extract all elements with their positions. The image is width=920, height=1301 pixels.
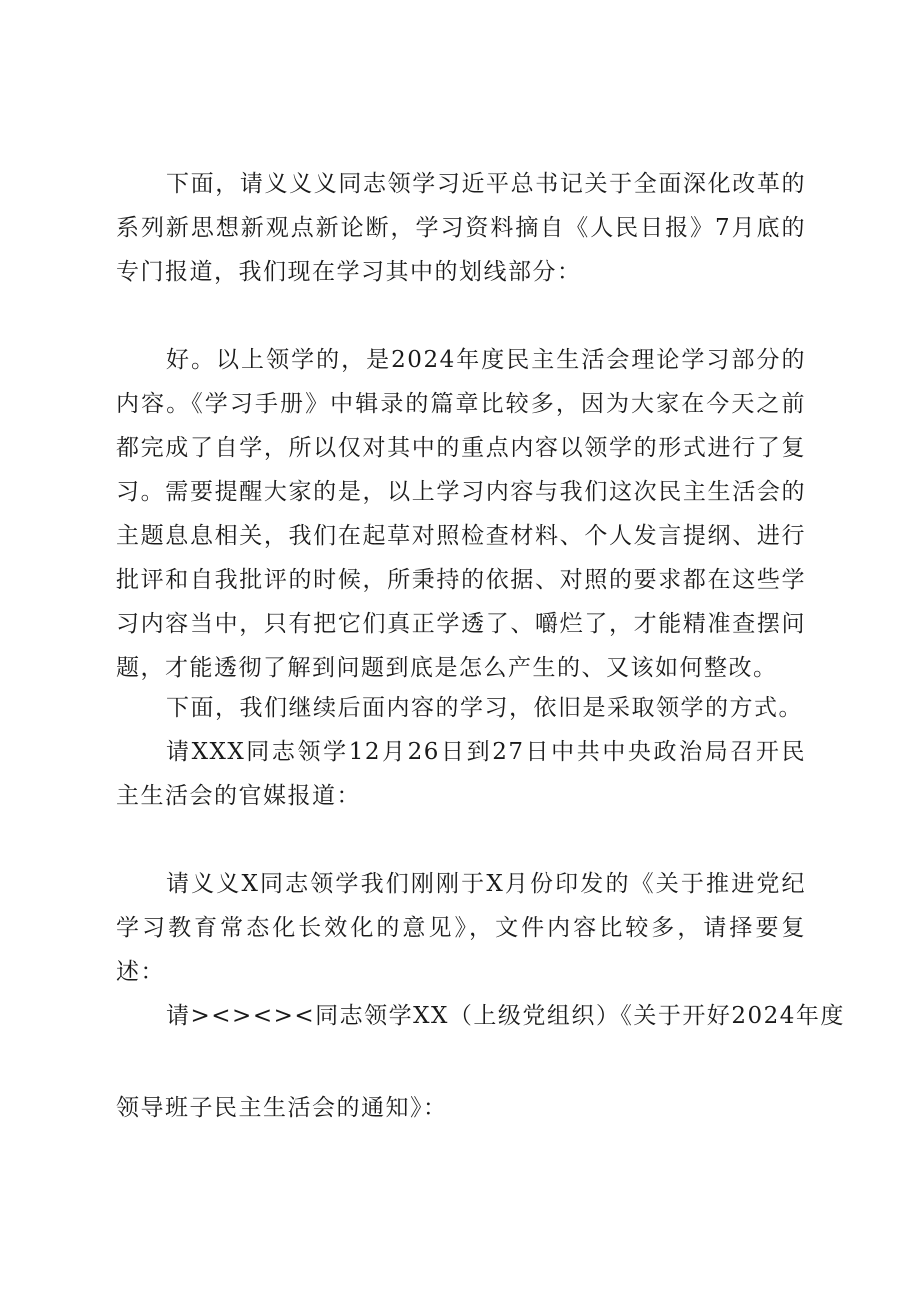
paragraph-politburo-report: 请XXX同志领学12月26日到27日中共中央政治局召开民主生活会的官媒报道： (116, 739, 806, 809)
paragraph-study-reform: 下面，请义义义同志领学习近平总书记关于全面深化改革的系列新思想新观点新论断，学习资料摘自《人民日报》7月底的专门报道，我们现在学习其中的划线部分： (116, 171, 806, 285)
paragraph-continue: 下面，我们继续后面内容的学习，依旧是采取领学的方式。 (166, 695, 803, 721)
paragraph-discipline-opinion: 请义义X同志领学我们刚刚于X月份印发的《关于推进党纪学习教育常态化长效化的意见》，文件内容比较多，请择要复述： (116, 871, 806, 985)
paragraph-notice-line-1: 请><><><同志领学XX（上级党组织）《关于开好2024年度 (166, 1003, 845, 1029)
paragraph-summary: 好。以上领学的，是2024年度民主生活会理论学习部分的内容。《学习手册》中辑录的篇章比较多，因为大家在今天之前都完成了自学，所以仅对其中的重点内容以领学的形式进行了复习。需要提醒大家的是，以上学习内容与我们这次民主生活会的主题息息相关，我们在起草对照检查材料、个人发言提纲、进行批评和自我批评的时候，所秉持的依据、对照的要求都在这些学习内容当中，只有把它们真正学透了、嚼烂了，才能精准查摆问题，才能透彻了解到问题到底是怎么产生的、又该如何整改。 (116, 347, 806, 681)
paragraph-notice-line-2: 领导班子民主生活会的通知》： (116, 1095, 448, 1121)
